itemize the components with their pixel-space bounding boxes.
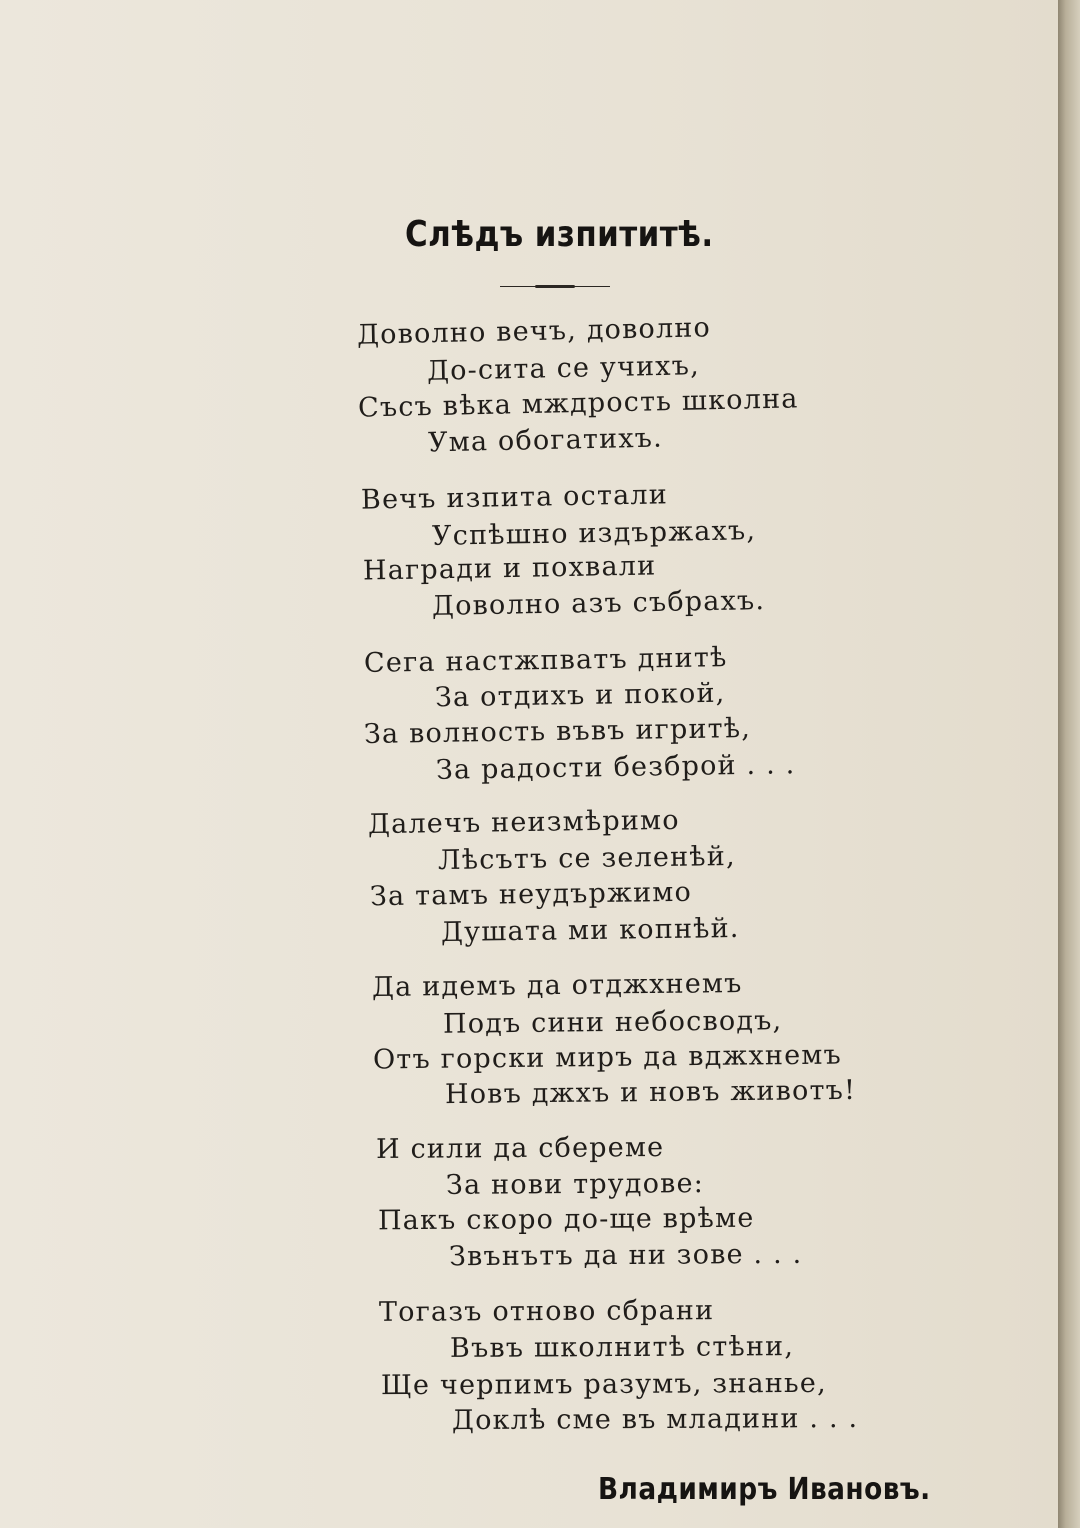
poem-line: Доклѣ сме въ младини . . . [451,1402,859,1437]
poem-line: Доволно вечъ, доволно [356,312,712,351]
poem-line: За волность въвъ игритѣ, [363,712,752,751]
poem-line: Новъ джхъ и новъ животъ! [444,1074,857,1111]
poem-line: Подъ сини небосводъ, [442,1005,783,1040]
author-signature: Владимиръ Ивановъ. [598,1472,931,1507]
poem-line: Далечъ неизмѣримо [367,804,680,841]
poem-line: Успѣшно издържахъ, [431,515,757,552]
poem-line: За тамъ неудържимо [369,876,693,913]
poem-line: Пакъ скоро до-ще врѣме [377,1202,755,1237]
poem-line: Лѣсътъ се зеленѣй, [437,840,736,877]
poem-line: Сега настжпватъ днитѣ [363,642,728,679]
poem-line: И сили да сбереме [375,1131,665,1166]
poem-line: Тогазъ отново сбрани [378,1295,715,1328]
poem-line: Отъ горски миръ да вджхнемъ [372,1039,843,1076]
poem-line: Да идемъ да отджхнемъ [371,968,743,1003]
poem-line: За отдихъ и покой, [434,677,726,714]
poem-line: Съсъ вѣка мждрость школна [357,383,799,424]
poem-line: Ще черпимъ разумъ, знанье, [380,1367,827,1402]
poem-line: Въвъ школнитѣ стѣни, [449,1331,795,1364]
poem-line: За радости безброй . . . [435,749,796,786]
poem-line: Награди и похвали [362,550,657,587]
poem-title: Слѣдъ изпититѣ. [405,214,714,255]
poem-line: Ума обогатихъ. [427,422,664,459]
poem-line: Доволно азъ събрахъ. [431,585,766,622]
poem-line: Душата ми копнѣй. [440,912,740,949]
poem-line: За нови трудове: [445,1168,705,1201]
poem-line: Звънътъ да ни зове . . . [448,1238,803,1273]
poem-line: До-сита се учихъ, [426,350,701,387]
page-gutter [1058,0,1080,1528]
poem-line: Вечъ изпита остали [360,479,669,516]
